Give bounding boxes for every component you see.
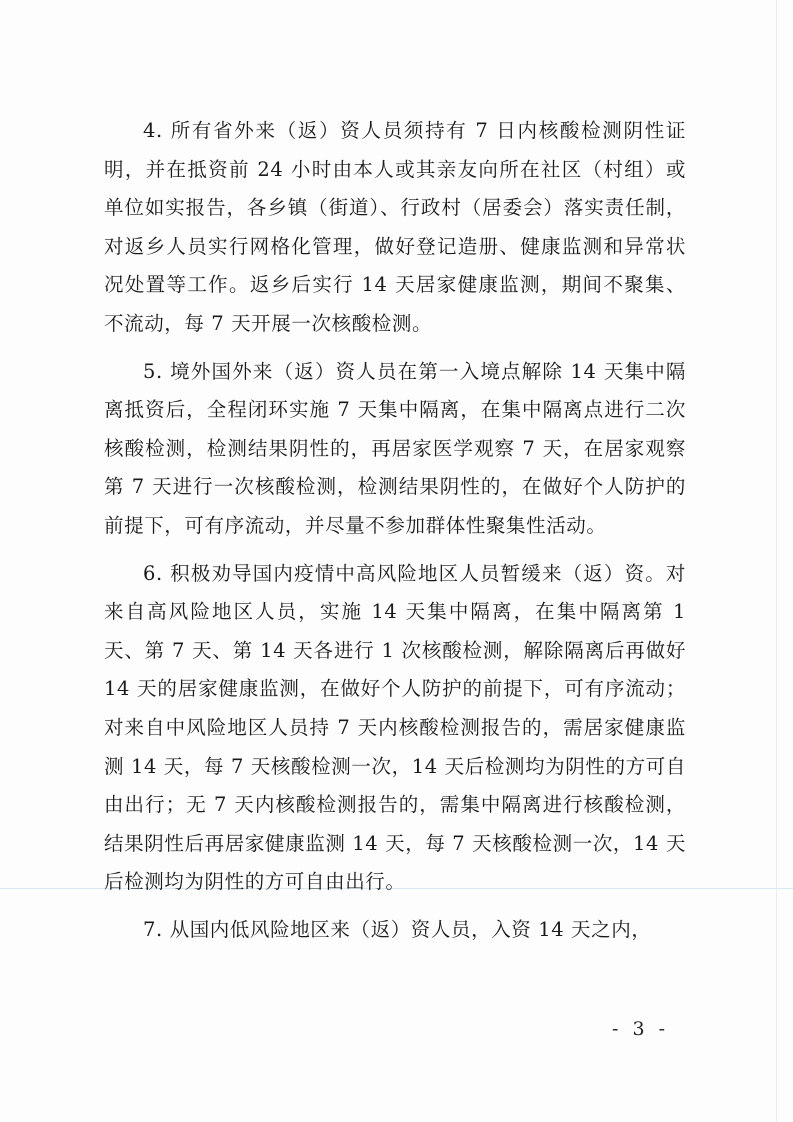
page-number: - 3 - (612, 1018, 670, 1040)
page-edge-line (776, 0, 777, 1122)
paragraph-7: 7. 从国内低风险地区来（返）资人员，入资 14 天之内， (143, 917, 652, 941)
paragraph-5: 5. 境外国外来（返）资人员在第一入境点解除 14 天集中隔离抵资后，全程闭环实施 7 天集中隔离，在集中隔离点进行二次核酸检测，检测结果阴性的，再居家医学观察 7 天，在居家观察第 7 天进行一次核酸检测，检测结果阴性的，在做好个人防护的前提下，可有序流动，并尽量不参加群体性聚集性活动。 (104, 359, 686, 537)
document-body (104, 112, 686, 958)
paragraph-6: 6. 积极劝导国内疫情中高风险地区人员暂缓来（返）资。对来自高风险地区人员，实施 14 天集中隔离，在集中隔离第 1 天、第 7 天、第 14 天各进行 1 次核酸检测，解除隔离后再做好 14 天的居家健康监测，在做好个人防护的前提下，可有序流动；对来自中风险地区人员持 7 天内核酸检测报告的，需居家健康监测 14 天，每 7 天核酸检测一次，14 天后检测均为阴性的方可自由出行；无 7 天内核酸检测报告的，需集中隔离进行核酸检测，结果阴性后再居家健康监测 14 天，每 7 天核酸检测一次，14 天后检测均为阴性的方可自由出行。 (104, 561, 686, 894)
paragraph-4: 4. 所有省外来（返）资人员须持有 7 日内核酸检测阴性证明，并在抵资前 24 小时由本人或其亲友向所在社区（村组）或单位如实报告，各乡镇（街道）、行政村（居委会）落实责任制，对返乡人员实行网格化管理，做好登记造册、健康监测和异常状况处置等工作。返乡后实行 14 天居家健康监测，期间不聚集、不流动，每 7 天开展一次核酸检测。 (104, 119, 686, 335)
